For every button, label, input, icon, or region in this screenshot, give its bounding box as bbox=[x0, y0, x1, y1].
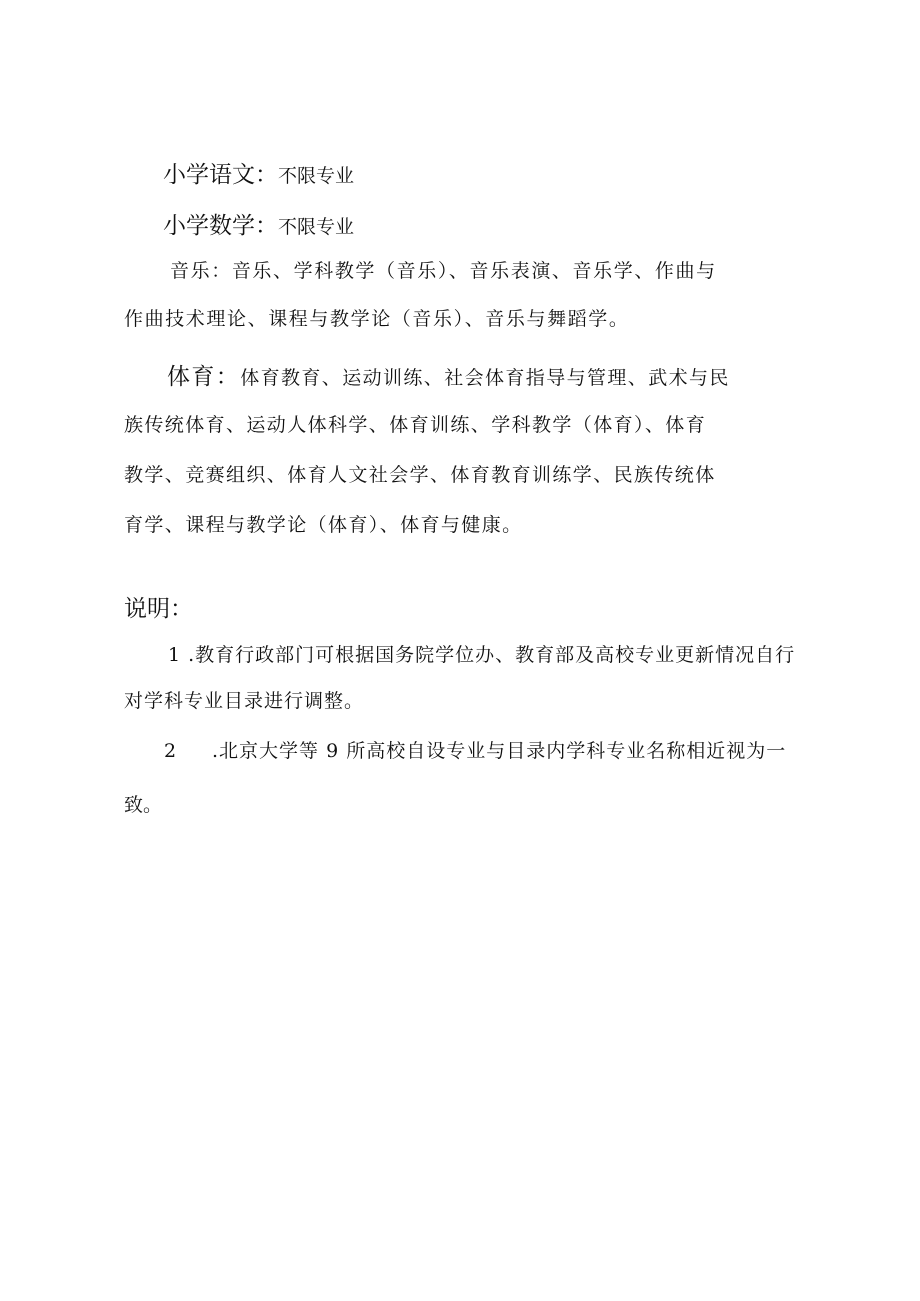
music-subject-label: 音乐： bbox=[170, 260, 232, 282]
math-subject-line bbox=[163, 215, 354, 238]
music-subject-line-2: 作曲技术理论、课程与教学论（音乐）、音乐与舞蹈学。 bbox=[124, 308, 630, 330]
pe-subject-line-2: 族传统体育、运动人体科学、体育训练、学科教学（体育）、体育 bbox=[124, 414, 707, 436]
music-subject-text-1: 音乐、学科教学（音乐）、音乐表演、音乐学、作曲与 bbox=[231, 260, 717, 282]
chinese-subject-label: 小学语文： bbox=[163, 162, 278, 188]
notes-heading: 说明： bbox=[124, 596, 193, 622]
note-1-line-1: 1 .教育行政部门可根据国务院学位办、教育部及高校专业更新情况自行 bbox=[168, 644, 796, 666]
note-1-line-2: 对学科专业目录进行调整。 bbox=[124, 690, 365, 712]
note-2-line-2: 致。 bbox=[124, 794, 163, 816]
note-2-number: 2 bbox=[164, 740, 177, 762]
pe-subject-line-4: 育学、课程与教学论（体育）、体育与健康。 bbox=[124, 514, 523, 536]
math-subject-value: 不限专业 bbox=[278, 216, 355, 238]
chinese-subject-line bbox=[163, 164, 354, 187]
pe-subject-line-1 bbox=[167, 366, 730, 389]
pe-subject-label: 体育： bbox=[167, 364, 241, 390]
math-subject-label: 小学数学： bbox=[163, 213, 278, 239]
chinese-subject-value: 不限专业 bbox=[278, 165, 355, 187]
music-subject-line-1 bbox=[170, 262, 717, 281]
pe-subject-text-1: 体育教育、运动训练、社会体育指导与管理、武术与民 bbox=[240, 367, 730, 389]
pe-subject-line-3: 教学、竞赛组织、体育人文社会学、体育教育训练学、民族传统体 bbox=[124, 464, 716, 486]
note-2-line-1: .北京大学等 9 所高校自设专业与目录内学科专业名称相近视为一 bbox=[212, 740, 787, 762]
